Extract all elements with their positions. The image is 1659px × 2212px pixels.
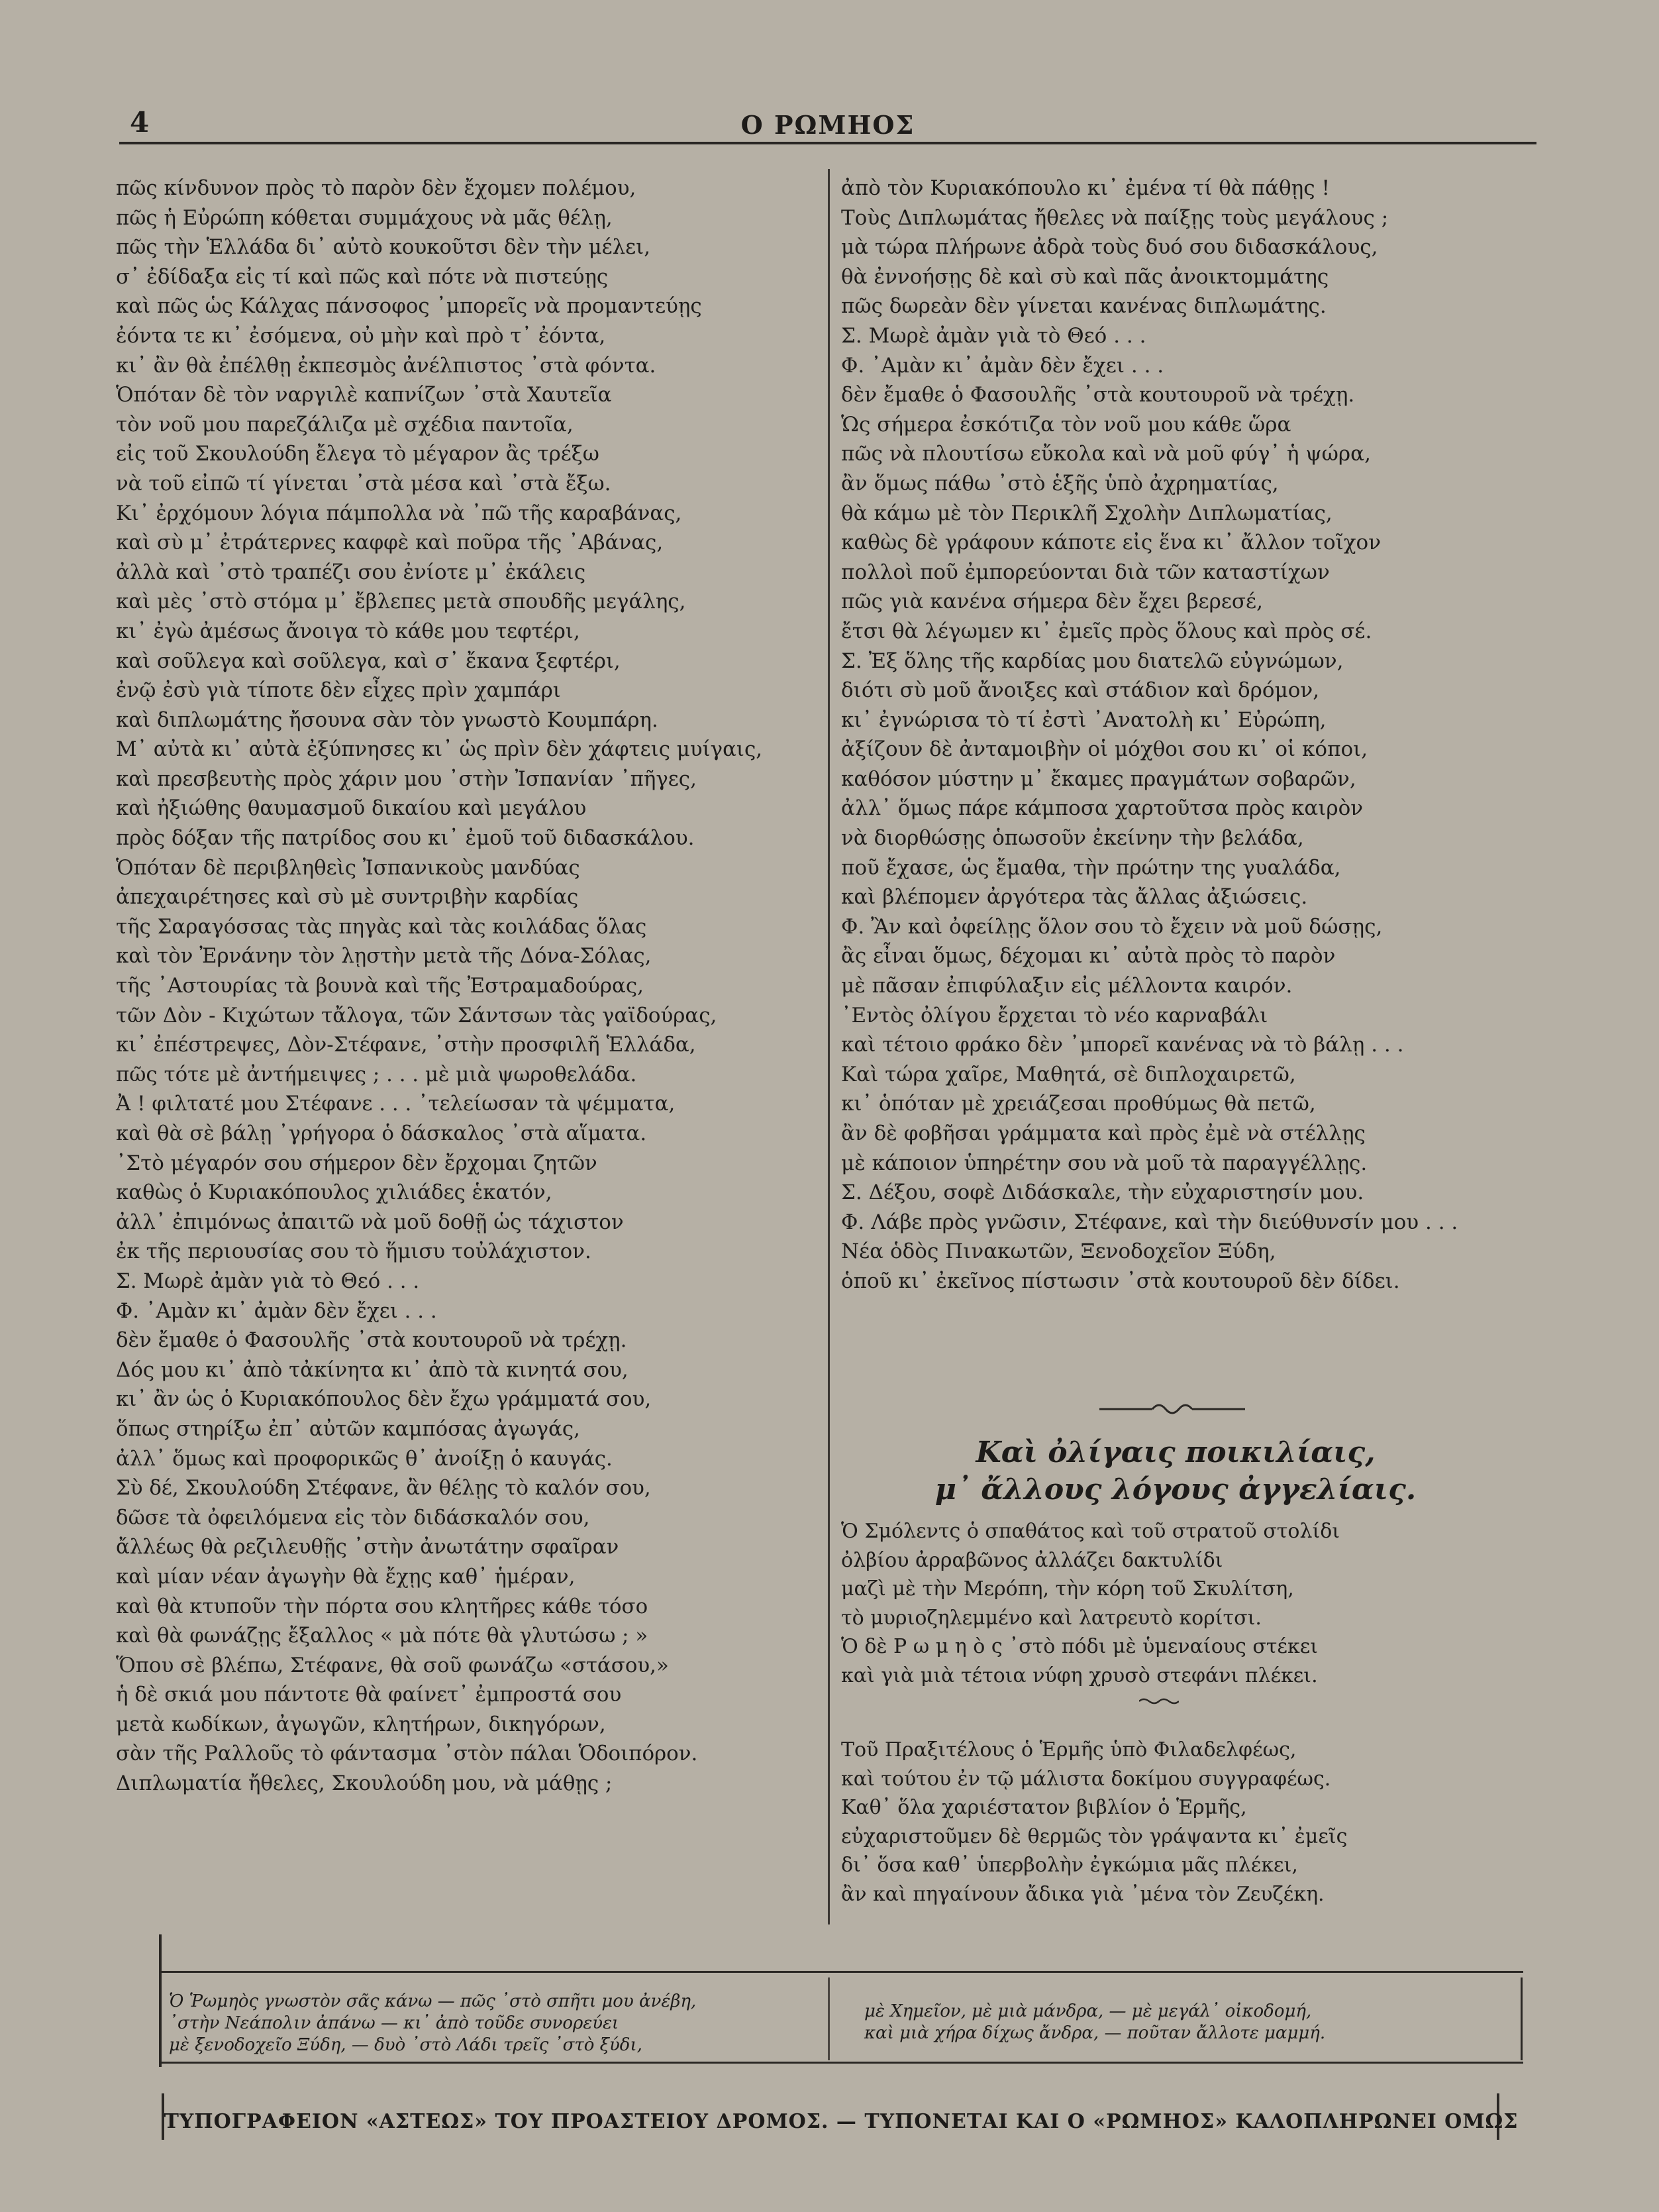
column-divider xyxy=(828,169,830,1924)
text-line: καὶ μίαν νέαν ἀγωγὴν θὰ ἔχῃς καθ᾽ ἡμέραν, xyxy=(116,1564,576,1589)
text-line: Καὶ τώρα χαῖρε, Μαθητά, σὲ διπλοχαιρετῶ, xyxy=(841,1062,1296,1086)
text-line: καὶ βλέπομεν ἀργότερα τὰς ἄλλας ἀξιώσεις. xyxy=(841,885,1308,910)
text-line: κι᾽ ἂν θὰ ἐπέλθῃ ἐκπεσμὸς ἀνέλπιστος ᾽στὰ φόντα. xyxy=(116,353,656,378)
text-line: κι᾽ ἐγὼ ἀμέσως ἄνοιγα τὸ κάθε μου τεφτέρι, xyxy=(116,619,580,643)
text-line: Ὡς σήμερα ἐσκότιζα τὸν νοῦ μου κάθε ὥρα xyxy=(841,412,1291,437)
page-header xyxy=(119,99,1536,146)
text-line: καὶ γιὰ μιὰ τέτοια νύφη χρυσὸ στεφάνι πλέκει. xyxy=(841,1663,1318,1687)
text-line: Σ. Δέξου, σοφὲ Διδάσκαλε, τὴν εὐχαριστησίν μου. xyxy=(841,1181,1364,1205)
text-line: ᾽Στὸ μέγαρόν σου σήμερον δὲν ἔρχομαι ζητῶν xyxy=(116,1151,597,1175)
footer-poem-left xyxy=(169,1991,696,2056)
text-line: καθόσον μύστην μ᾽ ἔκαμες πραγμάτων σοβαρῶν, xyxy=(841,766,1356,791)
text-line: δι᾽ ὅσα καθ᾽ ὑπερβολὴν ἐγκώμια μᾶς πλέκει, xyxy=(841,1854,1298,1877)
text-line: κι᾽ ὁπόταν μὲ χρειάζεσαι προθύμως θὰ πετῶ, xyxy=(841,1092,1316,1116)
page-number: 4 xyxy=(130,106,150,138)
text-line: καὶ θὰ σὲ βάλῃ ᾽γρήγορα ὁ δάσκαλος ᾽στὰ αἵματα. xyxy=(116,1122,647,1145)
text-line: πῶς γιὰ κανένα σήμερα δὲν ἔχει βερεσέ, xyxy=(841,590,1263,614)
text-line: ἀπεχαιρέτησες καὶ σὺ μὲ συντριβὴν καρδίας xyxy=(116,885,579,910)
text-line: καὶ τέτοιο φράκο δὲν ᾽μπορεῖ κανένας νὰ τὸ βάλῃ . . . xyxy=(841,1033,1404,1057)
text-line: πῶς τὴν Ἑλλάδα δι᾽ αὐτὸ κουκοῦτσι δὲν τὴν μέλει, xyxy=(116,235,651,260)
text-line: ἐκ τῆς περιουσίας σου τὸ ἥμισυ τοὐλάχιστον. xyxy=(116,1239,591,1264)
text-line: καὶ πῶς ὡς Κάλχας πάνσοφος ᾽μπορεῖς νὰ προμαντεύῃς xyxy=(116,294,702,319)
text-line: Τοῦ Πραξιτέλους ὁ Ἑρμῆς ὑπὸ Φιλαδελφέως, xyxy=(841,1738,1297,1762)
text-line: καὶ τούτου ἐν τῷ μάλιστα δοκίμου συγγραφέως. xyxy=(841,1767,1331,1791)
masthead: Ο ΡΩΜΗΟΣ xyxy=(740,110,915,140)
text-line: καὶ θὰ κτυποῦν τὴν πόρτα σου κλητῆρες κάθε τόσο xyxy=(116,1594,648,1618)
text-line: Ὁ δὲ Ρ ω μ η ὸ ς ᾽στὸ πόδι μὲ ὑμεναίους στέκει xyxy=(841,1635,1318,1658)
text-line: Ὁπόταν δὲ τὸν ναργιλὲ καπνίζων ᾽στὰ Χαυτεῖα xyxy=(116,383,612,407)
text-line: πρὸς δόξαν τῆς πατρίδος σου κι᾽ ἐμοῦ τοῦ διδασκάλου. xyxy=(116,826,695,851)
text-line: τὸ μυριοζηλεμμένο καὶ λατρευτὸ κορίτσι. xyxy=(841,1606,1262,1630)
text-line: δῶσε τὰ ὀφειλόμενα εἰς τὸν διδάσκαλόν σου, xyxy=(116,1505,590,1530)
text-line: μὰ τώρα πλήρωνε ἀδρὰ τοὺς δυό σου διδασκάλους, xyxy=(841,235,1378,260)
text-line: καὶ ἠξιώθης θαυμασμοῦ δικαίου καὶ μεγάλου xyxy=(116,796,587,821)
text-line: πῶς ἡ Εὐρώπη κόθεται συμμάχους νὰ μᾶς θέλῃ, xyxy=(116,205,613,230)
footer-rule-left xyxy=(159,1934,162,2067)
text-line: τῆς ᾽Αστουρίας τὰ βουνὰ καὶ τῆς Ἐστραμαδούρας, xyxy=(116,974,644,998)
text-line: Καθ᾽ ὅλα χαριέστατον βιβλίον ὁ Ἑρμῆς, xyxy=(841,1796,1247,1819)
text-line: μὲ κάποιον ὑπηρέτην σου νὰ μοῦ τὰ παραγγέλλῃς. xyxy=(841,1151,1368,1175)
text-line: Σ. Μωρὲ ἀμὰν γιὰ τὸ Θεό . . . xyxy=(841,323,1146,348)
text-line: πῶς τότε μὲ ἀντήμειψες ; . . . μὲ μιὰ ψωροθελάδα. xyxy=(116,1062,637,1086)
right-column xyxy=(841,174,1510,1296)
text-line: ἄλλέως θὰ ρεζιλευθῇς ᾽στὴν ἀνωτάτην σφαῖραν xyxy=(116,1535,619,1559)
text-line: εἰς τοῦ Σκουλούδη ἔλεγα τὸ μέγαρον ἂς τρέξω xyxy=(116,442,599,466)
text-line: ἂς εἶναι ὅμως, δέχομαι κι᾽ αὐτὰ πρὸς τὸ παρὸν xyxy=(841,944,1336,969)
text-line: Φ. Λάβε πρὸς γνῶσιν, Στέφανε, καὶ τὴν διεύθυνσίν μου . . . xyxy=(841,1210,1458,1234)
text-line: καθὼς δὲ γράφουν κάποτε εἰς ἕνα κι᾽ ἄλλον τοῖχον xyxy=(841,531,1382,555)
text-line: πολλοὶ ποῦ ἐμπορεύονται διὰ τῶν καταστίχων xyxy=(841,560,1330,584)
section-flourish xyxy=(1099,1399,1245,1424)
text-line: Ὁ Σμόλεντς ὁ σπαθάτος καὶ τοῦ στρατοῦ στολίδι xyxy=(841,1520,1340,1543)
footer-rule-right xyxy=(1521,1977,1523,2060)
text-line: τῆς Σαραγόσσας τὰς πηγὰς καὶ τὰς κοιλάδας ὅλας xyxy=(116,914,647,939)
text-line: ἀλλ᾽ ἐπιμόνως ἀπαιτῶ νὰ μοῦ δοθῇ ὡς τάχιστον xyxy=(116,1210,624,1234)
text-line: διότι σὺ μοῦ ἄνοιξες καὶ στάδιον καὶ δρόμον, xyxy=(841,678,1320,703)
text-line: νὰ τοῦ εἰπῶ τί γίνεται ᾽στὰ μέσα καὶ ᾽στὰ ἔξω. xyxy=(116,471,611,496)
text-line: νὰ διορθώσῃς ὁπωσοῦν ἐκείνην τὴν βελάδα, xyxy=(841,826,1304,851)
text-line: καὶ μιὰ χήρα δίχως ἄνδρα, — ποῦταν ἄλλοτε μαμμή. xyxy=(864,2023,1326,2043)
text-line: ὅπως στηρίξω ἐπ᾽ αὐτῶν καμπόσας ἀγωγάς, xyxy=(116,1416,580,1441)
imprint-line: ΤΥΠΟΓΡΑΦΕΙΟΝ «ΑΣΤΕΩΣ» ΤΟΥ ΠΡΟΑΣΤΕΙΟΥ ΔΡΟΜΟΣ. — ΤΥΠΟΝΕΤΑΙ ΚΑΙ Ο «ΡΩΜΗΟΣ» ΚΑΛΟΠΛΗΡΩΝΕΙ ΟΜΩΣ xyxy=(164,2110,1519,2133)
text-line: σ᾽ ἐδίδαξα εἰς τί καὶ πῶς καὶ πότε νὰ πιστεύῃς xyxy=(116,264,609,289)
text-line: Ὅπου σὲ βλέπω, Στέφανε, θὰ σοῦ φωνάζω «στάσου,» xyxy=(116,1653,669,1677)
text-line: Ἀ ! φιλτατέ μου Στέφανε . . . ᾽τελείωσαν τὰ ψέμματα, xyxy=(116,1092,676,1116)
text-line: ἀλλ᾽ ὅμως καὶ προφορικῶς θ᾽ ἀνοίξῃ ὁ καυγάς. xyxy=(116,1446,613,1471)
text-line: καὶ πρεσβευτὴς πρὸς χάριν μου ᾽στὴν Ἰσπανίαν ᾽πῆγες, xyxy=(116,766,697,791)
text-line: Νέα ὁδὸς Πινακωτῶν, Ξενοδοχεῖον Ξύδη, xyxy=(841,1239,1276,1264)
footer-rule-middle xyxy=(828,1977,830,2060)
text-line: ἂν καὶ πηγαίνουν ἄδικα γιὰ ᾽μένα τὸν Ζευζέκη. xyxy=(841,1882,1325,1906)
text-line: μετὰ κωδίκων, ἀγωγῶν, κλητήρων, δικηγόρων, xyxy=(116,1712,606,1736)
text-line: καὶ τὸν Ἐρνάνην τὸν λῃστὴν μετὰ τῆς Δόνα-Σόλας, xyxy=(116,944,652,969)
news-item-wedding xyxy=(841,1517,1340,1690)
news-item-book xyxy=(841,1736,1347,1909)
text-line: Σὺ δέ, Σκουλούδη Στέφανε, ἂν θέλῃς τὸ καλόν σου, xyxy=(116,1476,651,1501)
text-line: δὲν ἔμαθε ὁ Φασουλῆς ᾽στὰ κουτουροῦ νὰ τρέχῃ. xyxy=(841,383,1355,407)
text-line: ὀλβίου ἀρραβῶνος ἀλλάζει δακτυλίδι xyxy=(841,1548,1223,1572)
section-title-line1: Καὶ ὀλίγαις ποικιλίαις, xyxy=(976,1436,1376,1469)
text-line: ἀξίζουν δὲ ἀνταμοιβὴν οἱ μόχθοι σου κι᾽ οἱ κόποι, xyxy=(841,737,1368,762)
footer-poem-right xyxy=(864,2001,1325,2044)
text-line: δὲν ἔμαθε ὁ Φασουλῆς ᾽στὰ κουτουροῦ νὰ τρέχῃ. xyxy=(116,1328,627,1353)
text-line: θὰ κάμω μὲ τὸν Περικλῆ Σχολὴν Διπλωματίας, xyxy=(841,501,1332,525)
text-line: καὶ σοῦλεγα καὶ σοῦλεγα, καὶ σ᾽ ἔκανα ξεφτέρι, xyxy=(116,649,621,673)
footer-rule-bottom xyxy=(159,2062,1523,2064)
text-line: ποῦ ἔχασε, ὡς ἔμαθα, τὴν πρώτην της γυαλάδα, xyxy=(841,855,1341,880)
text-line: κι᾽ ἐπέστρεψες, Δὸν-Στέφανε, ᾽στὴν προσφιλῆ Ἑλλάδα, xyxy=(116,1033,696,1057)
text-line: Τοὺς Διπλωμάτας ἤθελες νὰ παίξῃς τοὺς μεγάλους ; xyxy=(841,205,1389,230)
text-line: Σ. Μωρὲ ἀμὰν γιὰ τὸ Θεό . . . xyxy=(116,1269,420,1293)
text-line: ἐνῷ ἐσὺ γιὰ τίποτε δὲν εἶχες πρὶν χαμπάρι xyxy=(116,678,561,703)
text-line: ἂν ὅμως πάθω ᾽στὸ ἑξῆς ὑπὸ ἀχρηματίας, xyxy=(841,471,1279,496)
text-line: κι᾽ ἐγνώρισα τὸ τί ἐστὶ ᾽Ανατολὴ κι᾽ Εὐρώπη, xyxy=(841,708,1327,732)
text-line: πῶς δωρεὰν δὲν γίνεται κανένας διπλωμάτης. xyxy=(841,294,1327,319)
text-line: Κι᾽ ἐρχόμουν λόγια πάμπολλα νὰ ᾽πῶ τῆς καραβάνας, xyxy=(116,501,682,525)
text-line: καθὼς ὁ Κυριακόπουλος χιλιάδες ἑκατόν, xyxy=(116,1181,552,1205)
text-line: ἀπὸ τὸν Κυριακόπουλο κι᾽ ἐμένα τί θὰ πάθῃς ! xyxy=(841,176,1330,200)
text-line: εὐχαριστοῦμεν δὲ θερμῶς τὸν γράψαντα κι᾽ ἐμεῖς xyxy=(841,1824,1348,1848)
text-line: ἂν δὲ φοβῆσαι γράμματα καὶ πρὸς ἐμὲ νὰ στέλλῃς xyxy=(841,1122,1366,1145)
text-line: μὲ ξενοδοχεῖο Ξύδη, — δυὸ ᾽στὸ Λάδι τρεῖς ᾽στὸ ξύδι, xyxy=(169,2035,642,2055)
text-line: τῶν Δὸν - Κιχώτων τἄλογα, τῶν Σάντσων τὰς γαϊδούρας, xyxy=(116,1003,717,1027)
text-line: ᾽στὴν Νεάπολιν ἀπάνω — κι᾽ ἀπὸ τοῦδε συνορεύει xyxy=(169,2013,619,2033)
left-column xyxy=(116,174,821,1799)
text-line: Διπλωματία ἤθελες, Σκουλούδη μου, νὰ μάθῃς ; xyxy=(116,1771,613,1796)
header-rule xyxy=(119,142,1536,144)
text-line: Φ. ᾽Αμὰν κι᾽ ἀμὰν δὲν ἔχει . . . xyxy=(841,353,1164,378)
text-line: ἀλλ᾽ ὅμως πάρε κάμποσα χαρτοῦτσα πρὸς καιρὸν xyxy=(841,796,1364,821)
text-line: ὁποῦ κι᾽ ἐκεῖνος πίστωσιν ᾽στὰ κουτουροῦ δὲν δίδει. xyxy=(841,1269,1400,1293)
text-line: Ὁπόταν δὲ περιβληθεὶς Ἰσπανικοὺς μανδύας xyxy=(116,855,580,880)
text-line: θὰ ἐννοήσῃς δὲ καὶ σὺ καὶ πᾶς ἀνοικτομμάτης xyxy=(841,264,1329,289)
section-title xyxy=(848,1434,1503,1508)
section-title-line2: μ᾽ ἄλλους λόγους ἀγγελίαις. xyxy=(934,1473,1417,1506)
text-line: καὶ διπλωμάτης ἤσουνα σὰν τὸν γνωστὸ Κουμπάρη. xyxy=(116,708,658,732)
text-line: μὲ πᾶσαν ἐπιφύλαξιν εἰς μέλλοντα καιρόν. xyxy=(841,974,1293,998)
text-line: καὶ σὺ μ᾽ ἐτράτερνες καφφὲ καὶ ποῦρα τῆς ᾽Αβάνας, xyxy=(116,531,664,555)
text-line: Μ᾽ αὐτὰ κι᾽ αὐτὰ ἐξύπνησες κι᾽ ὡς πρὶν δὲν χάφτεις μυίγαις, xyxy=(116,737,763,762)
text-line: καὶ μὲς ᾽στὸ στόμα μ᾽ ἔβλεπες μετὰ σπουδῆς μεγάλης, xyxy=(116,590,686,614)
text-line: ἡ δὲ σκιά μου πάντοτε θὰ φαίνετ᾽ ἐμπροστά σου xyxy=(116,1683,622,1707)
text-line: ἐόντα τε κι᾽ ἐσόμενα, οὐ μὴν καὶ πρὸ τ᾽ ἐόντα, xyxy=(116,323,606,348)
text-line: Ὁ Ῥωμηὸς γνωστὸν σᾶς κάνω — πῶς ᾽στὸ σπῆτι μου ἀνέβη, xyxy=(169,1991,697,2011)
text-line: ἔτσι θὰ λέγωμεν κι᾽ ἐμεῖς πρὸς ὅλους καὶ πρὸς σέ. xyxy=(841,619,1372,643)
text-line: πῶς κίνδυνον πρὸς τὸ παρὸν δὲν ἔχομεν πολέμου, xyxy=(116,176,636,200)
text-line: πῶς νὰ πλουτίσω εὔκολα καὶ νὰ μοῦ φύγ᾽ ἡ ψώρα, xyxy=(841,442,1371,466)
text-line: σὰν τῆς Ραλλοῦς τὸ φάντασμα ᾽στὸν πάλαι Ὁδοιπόρον. xyxy=(116,1742,698,1766)
text-line: ᾽Εντὸς ὀλίγου ἔρχεται τὸ νέο καρναβάλι xyxy=(841,1003,1268,1027)
text-line: Φ. Ἂν καὶ ὀφείλῃς ὅλον σου τὸ ἔχειν νὰ μοῦ δώσῃς, xyxy=(841,914,1383,939)
text-line: κι᾽ ἂν ὡς ὁ Κυριακόπουλος δὲν ἔχω γράμματά σου, xyxy=(116,1387,652,1412)
text-line: Σ. Ἐξ ὅλης τῆς καρδίας μου διατελῶ εὐγνώμων, xyxy=(841,649,1344,673)
text-line: Φ. ᾽Αμὰν κι᾽ ἀμὰν δὲν ἔχει . . . xyxy=(116,1298,437,1323)
text-line: Δός μου κι᾽ ἀπὸ τἀκίνητα κι᾽ ἀπὸ τὰ κινητά σου, xyxy=(116,1357,628,1382)
text-line: μαζὶ μὲ τὴν Μερόπη, τὴν κόρη τοῦ Σκυλίτση, xyxy=(841,1577,1294,1601)
news-divider xyxy=(1139,1688,1179,1711)
text-line: τὸν νοῦ μου παρεζάλιζα μὲ σχέδια παντοῖα, xyxy=(116,412,574,437)
text-line: μὲ Χημεῖον, μὲ μιὰ μάνδρα, — μὲ μεγάλ᾽ οἰκοδομή, xyxy=(864,2001,1312,2021)
text-line: καὶ θὰ φωνάζῃς ἔξαλλος « μὰ πότε θὰ γλυτώσω ; » xyxy=(116,1624,648,1648)
text-line: ἀλλὰ καὶ ᾽στὸ τραπέζι σου ἐνίοτε μ᾽ ἐκάλεις xyxy=(116,560,586,584)
footer-rule-top xyxy=(159,1971,1523,1973)
